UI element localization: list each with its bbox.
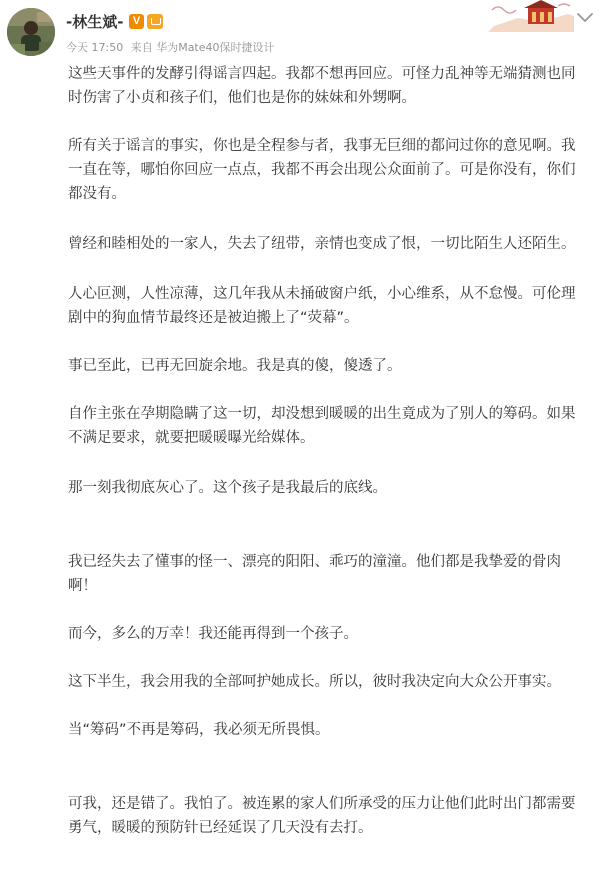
paragraph: 这些天事件的发酵引得谣言四起。我都不想再回应。可怪力乱神等无端猜测也同时伤害了小贞和孩子们，他们也是你的妹妹和外甥啊。 xyxy=(68,66,576,106)
post-header xyxy=(0,0,604,66)
card-decoration-icon xyxy=(488,0,574,32)
post-time: 今天 17:50 xyxy=(66,41,124,54)
paragraph: 自作主张在孕期隐瞒了这一切，却没想到暖暖的出生竟成为了别人的筹码。如果不满足要求，就要把暖暖曝光给媒体。 xyxy=(68,406,576,446)
member-crown-icon[interactable] xyxy=(147,14,163,29)
paragraph: 可我，还是错了。我怕了。被连累的家人们所承受的压力让他们此时出门都需要勇气，暖暖的预防针已经延误了几天没有去打。 xyxy=(68,796,576,836)
verified-icon[interactable]: V xyxy=(129,14,144,29)
paragraph: 我已经失去了懂事的怪一、漂亮的阳阳、乖巧的潼潼。他们都是我挚爱的骨肉啊！ xyxy=(68,554,561,594)
paragraph: 而今，多么的万幸！我还能再得到一个孩子。 xyxy=(68,626,358,642)
paragraph: 所有关于谣言的事实，你也是全程参与者，我事无巨细的都问过你的意见啊。我一直在等，哪怕你回应一点点，我都不再会出现公众面前了。可是你没有，你们都没有。 xyxy=(68,138,576,202)
paragraph: 当“筹码”不再是筹码，我必须无所畏惧。 xyxy=(68,722,330,738)
paragraph: 人心叵测，人性凉薄，这几年我从未捅破窗户纸，小心维系，从不怠慢。可伦理剧中的狗血情节最终还是被迫搬上了“荧幕”。 xyxy=(68,286,576,326)
avatar[interactable] xyxy=(7,8,55,56)
paragraph: 这下半生，我会用我的全部呵护她成长。所以，彼时我决定向大众公开事实。 xyxy=(68,674,561,690)
chevron-down-icon[interactable] xyxy=(576,10,594,24)
author-name[interactable]: -林生斌- xyxy=(66,13,124,31)
paragraph: 那一刻我彻底灰心了。这个孩子是我最后的底线。 xyxy=(68,480,387,496)
paragraph: 事已至此，已再无回旋余地。我是真的傻，傻透了。 xyxy=(68,358,402,374)
paragraph: 曾经和睦相处的一家人，失去了纽带，亲情也变成了恨，一切比陌生人还陌生。 xyxy=(68,236,576,252)
post-meta xyxy=(66,40,279,56)
post-source[interactable]: 来自 华为Mate40保时捷设计 xyxy=(130,41,275,54)
post-body xyxy=(68,62,588,840)
author-badges xyxy=(129,14,163,29)
